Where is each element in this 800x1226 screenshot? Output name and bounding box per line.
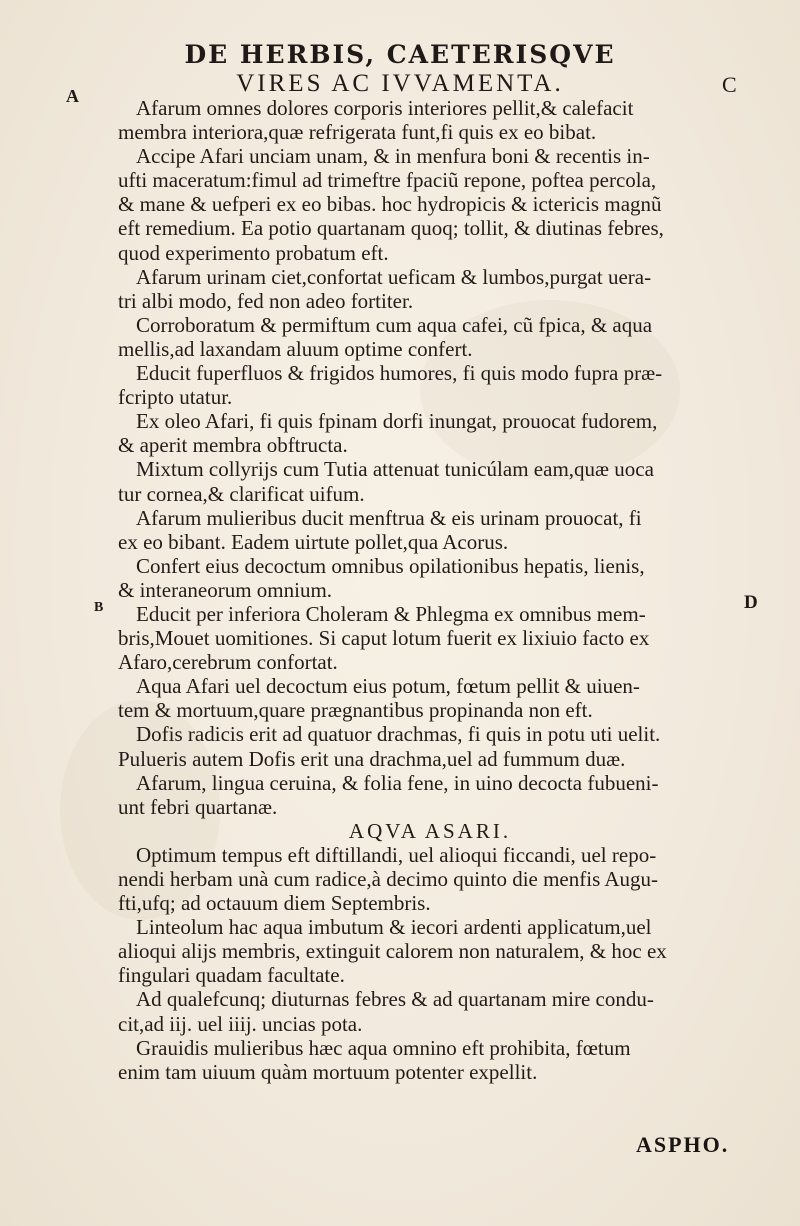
text-line: Corroboratum & permiftum cum aqua cafei, cũ fpica, & aqua	[136, 312, 653, 337]
catchword: ASPHO.	[636, 1132, 730, 1157]
text-line: Optimum tempus eft diftillandi, uel alioqui ficcandi, uel repo-	[136, 842, 657, 867]
text-line: Pulueris autem Dofis erit una drachma,uel ad fummum duæ.	[118, 746, 626, 771]
text-line: fti,ufq; ad octauum diem Septembris.	[118, 891, 431, 916]
text-line: Ex oleo Afari, fi quis fpinam dorfi inungat, prouocat fudorem,	[136, 409, 658, 434]
text-line: Afarum omnes dolores corporis interiores pellit,& calefacit	[136, 96, 634, 120]
margin-marker-c: C	[722, 72, 737, 97]
text-line: fingulari quadam facultate.	[118, 963, 345, 988]
text-line: fcripto utatur.	[118, 385, 233, 410]
body-text	[118, 96, 742, 1084]
text-line: mellis,ad laxandam aluum optime confert.	[118, 336, 473, 361]
text-line: Afarum mulieribus ducit menftrua & eis urinam prouocat, fi	[136, 505, 642, 530]
text-line: tur cornea,& clarificat uifum.	[118, 481, 365, 506]
text-line: & interaneorum omnium.	[118, 577, 333, 602]
text-line: Grauidis mulieribus hæc aqua omnino eft prohibita, fœtum	[136, 1035, 631, 1060]
text-line: Confert eius decoctum omnibus opilationibus hepatis, lienis,	[136, 553, 645, 578]
text-line: Dofis radicis erit ad quatuor drachmas, fi quis in potu uti uelit.	[136, 722, 661, 747]
text-line: tem & mortuum,quare prægnantibus propinanda non eft.	[118, 698, 593, 723]
text-line: & aperit membra obftructa.	[118, 433, 348, 458]
text-line: membra interiora,quæ refrigerata funt,fi quis ex eo bibat.	[118, 120, 597, 145]
margin-marker-a: A	[66, 86, 79, 106]
text-line: Educit per inferiora Choleram & Phlegma ex omnibus mem-	[136, 601, 646, 626]
text-line: tri albi modo, fed non adeo fortiter.	[118, 288, 414, 313]
text-line: Accipe Afari unciam unam, & in menfura boni & recentis in-	[136, 144, 650, 169]
text-line: Aqua Afari uel decoctum eius potum, fœtum pellit & uiuen-	[136, 674, 640, 699]
text-line: Afarum urinam ciet,confortat ueficam & lumbos,purgat uera-	[136, 264, 652, 289]
subheading: AQVA ASARI.	[348, 818, 512, 843]
text-line: Afaro,cerebrum confortat.	[118, 650, 338, 675]
text-line: bris,Mouet uomitiones. Si caput lotum fuerit ex lixiuio facto ex	[118, 626, 650, 651]
text-line: Linteolum hac aqua imbutum & iecori ardenti applicatum,uel	[136, 915, 652, 940]
text-line: Afarum, lingua ceruina, & folia fene, in uino decocta fubueni-	[136, 770, 659, 795]
margin-marker-d: D	[744, 592, 758, 613]
text-line: ex eo bibant. Eadem uirtute pollet,qua Acorus.	[118, 529, 509, 554]
text-line: Mixtum collyrijs cum Tutia attenuat tunicúlam eam,quæ uoca	[136, 457, 654, 482]
text-line: cit,ad iij. uel iiij. uncias pota.	[118, 1011, 363, 1036]
text-line: eft remedium. Ea potio quartanam quoq; tollit, & diutinas febres,	[118, 216, 664, 241]
text-line: & mane & uefperi ex eo bibas. hoc hydropicis & ictericis magnũ	[118, 192, 662, 217]
text-line: nendi herbam unà cum radice,à decimo quinto die menfis Augu-	[118, 867, 659, 891]
margin-marker-b: B	[94, 600, 104, 615]
text-line: enim tam uiuum quàm mortuum potenter expellit.	[118, 1059, 538, 1084]
text-line: quod experimento probatum eft.	[118, 240, 389, 265]
text-line: Educit fuperfluos & frigidos humores, fi quis modo fupra præ-	[136, 361, 663, 386]
text-line: unt febri quartanæ.	[118, 794, 278, 819]
text-line: ufti maceratum:fimul ad trimeftre fpaciũ repone, poftea percola,	[118, 168, 657, 193]
section-heading: VIRES AC IVVAMENTA.	[236, 70, 564, 97]
text-line: Ad qualefcunq; diuturnas febres & ad quartanam mire condu-	[136, 987, 654, 1012]
text-line: alioqui alijs membris, extinguit calorem non naturalem, & hoc ex	[118, 939, 667, 964]
running-head: DE HERBIS, CAETERISQVE	[184, 40, 616, 69]
